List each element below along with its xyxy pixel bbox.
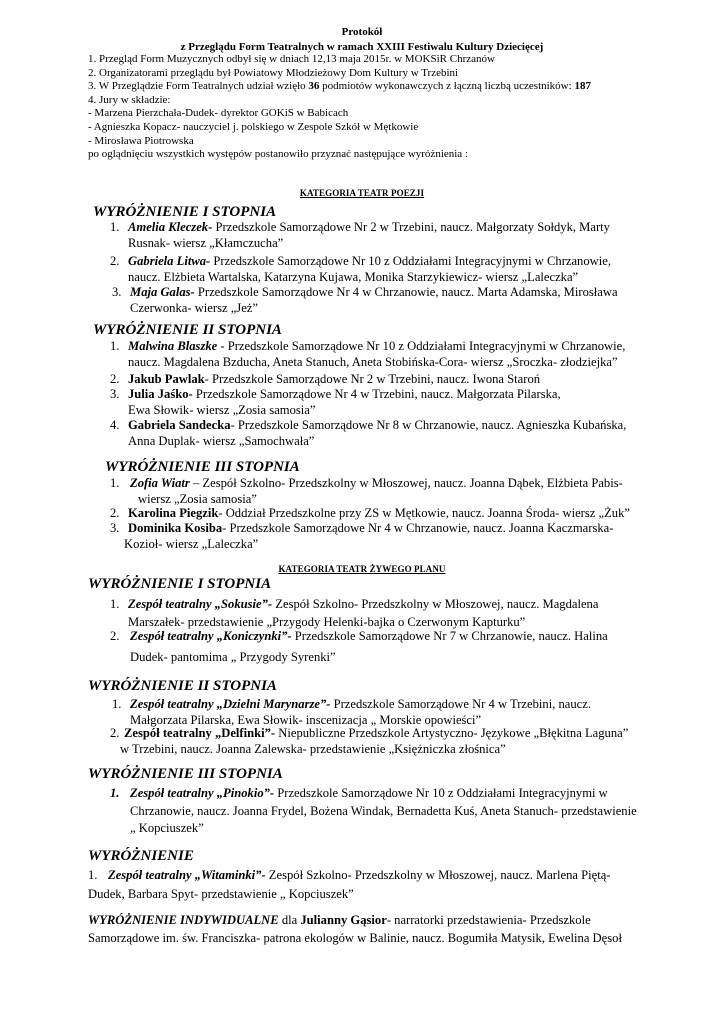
item-number: 1. <box>110 220 120 234</box>
item-text: Samorządowe im. św. Franciszka- patrona ekologów w Balinie, naucz. Bogumiła Matysik, Ewelina Dęsoł <box>88 930 622 945</box>
item-text: naucz. Elżbieta Wartalska, Katarzyna Kujawa, Monika Starzykiewicz- wiersz „Laleczka” <box>128 269 579 284</box>
jury-member-3: - Mirosława Piotrowska <box>88 134 194 147</box>
item-text: Małgorzata Pilarska, Ewa Słowik- inscenizacja „ Morskie opowieści” <box>130 712 482 727</box>
intro-line-4: 4. Jury w składzie: <box>88 93 171 106</box>
award-heading-2: WYRÓŻNIENIE II STOPNIA <box>93 322 282 338</box>
awardee-name: Julianny Gąsior <box>300 913 387 927</box>
item-text: Przedszkole Samorządowe Nr 4 w Chrzanowie, naucz. Marta Adamska, Mirosława <box>194 285 618 299</box>
awardee-name: Dominika Kosiba <box>128 521 223 535</box>
intro-line-3-text: 3. W Przeglądzie Form Teatralnych udział wzięło <box>88 80 309 93</box>
item-number: 1. <box>112 697 122 711</box>
list-item <box>110 629 608 665</box>
item-number: 1. <box>110 339 120 353</box>
item-text: Przedszkole Samorządowe Nr 4 w Trzebini, naucz. <box>330 697 592 711</box>
awardee-name: Karolina Piegzik <box>128 506 219 520</box>
award-heading-6: WYRÓŻNIENIE III STOPNIA <box>88 766 283 782</box>
award-heading-3: WYRÓŻNIENIE III STOPNIA <box>105 459 300 475</box>
item-text: Chrzanowie, naucz. Joanna Frydel, Bożena Windak, Bernadetta Kuś, Aneta Stanuch- przedstawienie <box>130 803 637 818</box>
item-text: Przedszkole Samorządowe Nr 4 w Trzebini, naucz. Małgorzata Pilarska, <box>192 387 561 401</box>
award-heading-7: WYRÓŻNIENIE <box>88 848 194 864</box>
item-text: – Zespół Szkolno- Przedszkolny w Młoszowej, naucz. Joanna Dąbek, Elżbieta Pabis- <box>189 476 623 490</box>
item-text: - Przedszkole Samorządowe Nr 4 w Chrzanowie, naucz. Joanna Kaczmarska- <box>222 521 614 535</box>
individual-award <box>88 913 622 946</box>
category-live-theatre: KATEGORIA TEATR ŻYWEGO PLANU <box>278 564 446 574</box>
awardee-name: Zespół teatralny „Koniczynki”- <box>130 629 292 643</box>
list-item <box>110 387 561 418</box>
item-text: „ Kopciuszek” <box>130 821 204 836</box>
item-text: Przedszkole Samorządowe Nr 10 z Oddziałami Integracyjnymi w <box>274 786 608 800</box>
intro-block <box>88 53 591 162</box>
awardee-name: Zespół teatralny „Pinokio”- <box>130 786 275 800</box>
item-text: Przedszkole Samorządowe Nr 7 w Chrzanowie, naucz. Halina <box>291 629 608 643</box>
item-number: 2. <box>110 372 120 386</box>
item-number: 2. <box>110 629 120 643</box>
intro-line-1: 1. Przegląd Form Muzycznych odbył się w dniach 12,13 maja 2015r. w MOKSiR Chrzanów <box>88 53 495 65</box>
item-number: 3. <box>110 387 120 401</box>
awardee-name: Malwina Blaszke <box>128 339 218 353</box>
item-text: w Trzebini, naucz. Joanna Zalewska- przedstawienie „Księżniczka złośnica” <box>120 741 506 756</box>
list-item <box>112 285 618 316</box>
list-item <box>110 476 623 507</box>
item-text: Marszałek- przedstawienie „Przygody Helenki-bajka o Czerwonym Kapturku” <box>128 614 526 629</box>
awardee-name: Zespół teatralny „Witaminki”- <box>108 868 266 882</box>
doc-subtitle: z Przeglądu Form Teatralnych w ramach XXIII Festiwalu Kultury Dziecięcej <box>180 41 544 53</box>
item-text: Dudek- pantomima „ Przygody Syrenki” <box>130 649 336 664</box>
item-text: Przedszkole Samorządowe Nr 10 z Oddziałami Integracyjnymi w Chrzanowie, <box>210 254 611 268</box>
list-item <box>110 220 610 251</box>
awardee-name: Gabriela Litwa- <box>128 254 211 268</box>
item-text: - Przedszkole Samorządowe Nr 10 z Oddziałami Integracyjnymi w Chrzanowie, <box>217 339 626 353</box>
jury-member-2: - Agnieszka Kopacz- nauczyciel j. polskiego w Zespole Szkół w Mętkowie <box>88 120 419 133</box>
award-heading-1: WYRÓŻNIENIE I STOPNIA <box>93 204 277 220</box>
item-text: - narratorki przedstawienia- Przedszkole <box>386 913 591 927</box>
participants-count: 187 <box>574 80 591 93</box>
intro-line-2: 2. Organizatorami przeglądu był Powiatowy Młodzieżowy Dom Kultury w Trzebini <box>88 66 459 79</box>
item-text: - Oddział Przedszkolne przy ZS w Mętkowie, naucz. Joanna Środa- wiersz „Żuk” <box>218 506 630 520</box>
item-text: Przedszkole Samorządowe Nr 2 w Trzebini, naucz. Małgorzaty Sołdyk, Marty <box>212 220 610 234</box>
awardee-name: Zespół teatralny „Dzielni Marynarze”- <box>130 697 331 711</box>
list-item <box>112 697 591 728</box>
list-item <box>110 339 625 370</box>
item-number: 1. <box>110 476 120 490</box>
item-number: 2. <box>110 506 120 520</box>
item-text: wiersz „Zosia samosia” <box>138 491 257 506</box>
item-text: Niepubliczne Przedszkole Artystyczno- Językowe „Błękitna Laguna” <box>275 726 629 740</box>
list-item <box>110 372 540 388</box>
item-number: 4. <box>110 418 120 432</box>
item-text: - Przedszkole Samorządowe Nr 8 w Chrzanowie, naucz. Agnieszka Kubańska, <box>230 418 627 432</box>
item-number: 1. <box>110 597 120 611</box>
list-item <box>88 868 611 902</box>
item-text: Rusnak- wiersz „Kłamczucha” <box>128 235 284 250</box>
item-text: Kozioł- wiersz „Laleczka” <box>124 536 259 551</box>
list-item <box>110 254 611 285</box>
item-text: - Przedszkole Samorządowe Nr 2 w Trzebini, naucz. Iwona Staroń <box>204 372 541 386</box>
intro-line-5: po oglądnięciu wszystkich występów postanowiło przyznać następujące wyróżnienia : <box>88 148 468 161</box>
item-number: 2. <box>110 726 120 740</box>
intro-line-3 <box>88 80 591 94</box>
item-text: Ewa Słowik- wiersz „Zosia samosia” <box>128 402 316 417</box>
item-number: 1. <box>110 786 120 800</box>
awardee-name: Amelia Kleczek- <box>128 220 213 234</box>
doc-title: Protokół <box>341 26 383 38</box>
item-text: Czerwonka- wiersz „Jeż” <box>130 300 258 315</box>
item-text: Zespół Szkolno- Przedszkolny w Młoszowej, naucz. Marlena Piętą- <box>265 868 611 882</box>
item-text: Zespół Szkolno- Przedszkolny w Młoszowej, naucz. Magdalena <box>272 597 599 611</box>
awardee-name: Gabriela Sandecka <box>128 418 231 432</box>
list-item <box>110 597 598 630</box>
item-number: 1. <box>88 868 98 882</box>
item-text: Anna Duplak- wiersz „Samochwała” <box>128 433 315 448</box>
list-item <box>110 521 613 552</box>
awardee-name: Maja Galas- <box>130 285 195 299</box>
item-number: 2. <box>110 254 120 268</box>
jury-member-1: - Marzena Pierzchała-Dudek- dyrektor GOKiS w Babicach <box>88 107 349 120</box>
awardee-name: Zespół teatralny „Delfinki”- <box>124 726 276 740</box>
item-number: 3. <box>112 285 122 299</box>
item-text: dla <box>278 913 301 927</box>
awardee-name: Zespół teatralny „Sokusie”- <box>128 597 273 611</box>
list-item <box>110 418 626 449</box>
individual-award-label: WYRÓŻNIENIE INDYWIDUALNE <box>88 913 279 927</box>
item-text: naucz. Magdalena Bzducha, Aneta Stanuch, Aneta Stobińska-Cora- wiersz „Sroczka- złodziejka” <box>128 354 618 369</box>
intro-line-3-mid: podmiotów wykonawczych z łączną liczbą uczestników: <box>319 80 575 93</box>
awardee-name: Julia Jaśko- <box>128 387 193 401</box>
item-number: 3. <box>110 521 120 535</box>
list-item <box>110 786 637 837</box>
award-heading-4: WYRÓŻNIENIE I STOPNIA <box>88 576 272 592</box>
category-poetry: KATEGORIA TEATR POEZJI <box>299 188 425 198</box>
awardee-name: Jakub Pawlak <box>128 372 205 386</box>
entities-count: 36 <box>308 80 320 93</box>
list-item <box>110 506 630 522</box>
item-text: Dudek, Barbara Spyt- przedstawienie „ Kopciuszek” <box>88 886 354 901</box>
award-heading-5: WYRÓŻNIENIE II STOPNIA <box>88 678 277 694</box>
awardee-name: Zofia Wiatr <box>130 476 190 490</box>
list-item <box>110 726 628 757</box>
